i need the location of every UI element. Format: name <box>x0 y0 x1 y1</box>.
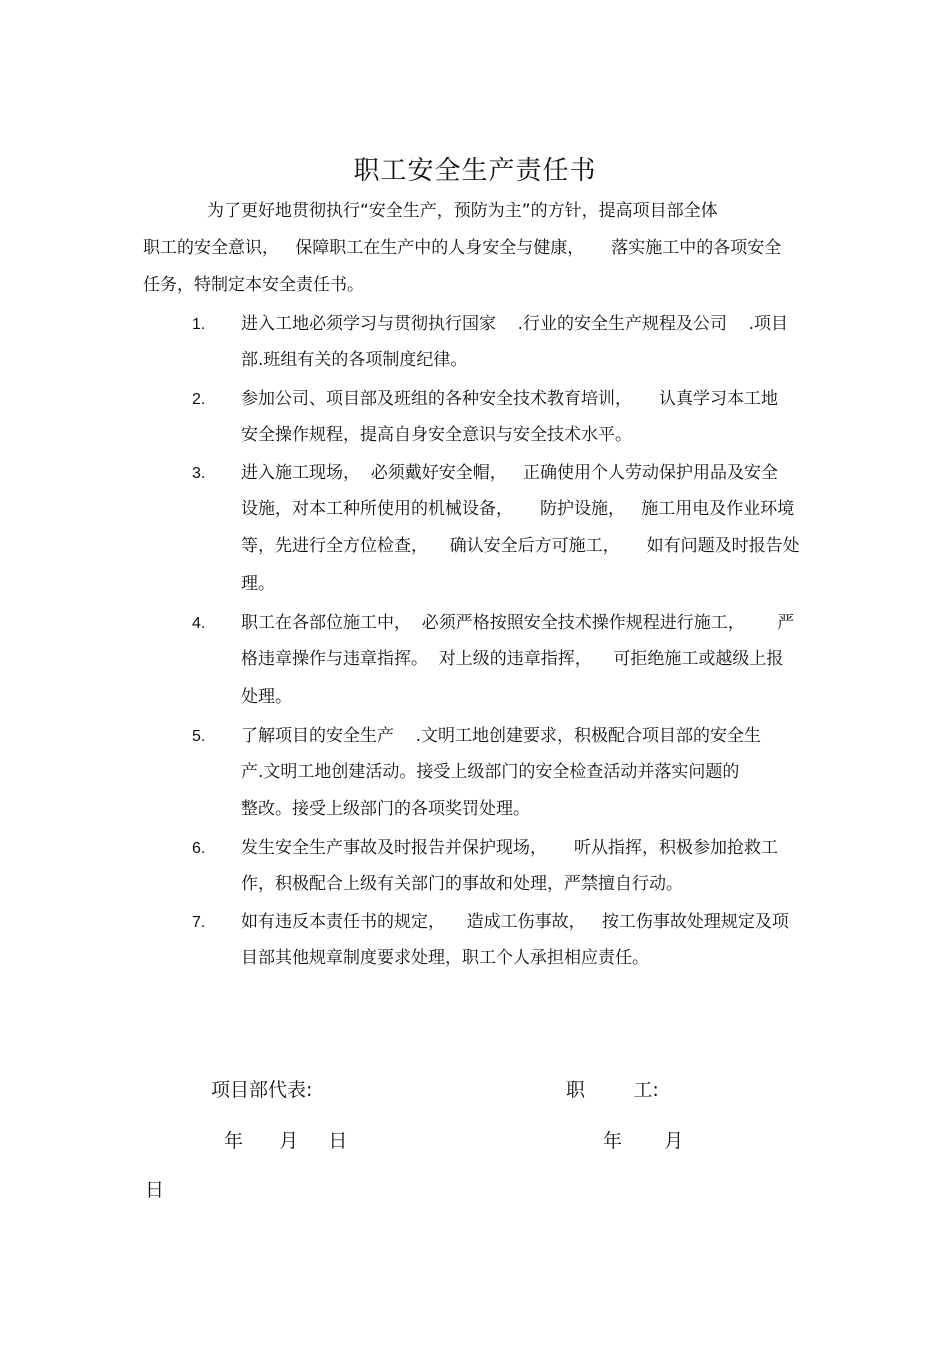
worker-date-day: 日 <box>145 1179 165 1201</box>
item-number: 3. <box>192 465 206 482</box>
item-line: 作，积极配合上级有关部门的事故和处理，严禁擅自行动。 <box>241 874 683 894</box>
item-line: 如有违反本责任书的规定， 造成工伤事故， 按工伤事故处理规定及项 <box>241 912 789 932</box>
rep-date-line: 年 月 日 <box>224 1130 348 1152</box>
item-line: 产.文明工地创建活动。接受上级部门的安全检查活动并落实问题的 <box>241 762 740 782</box>
worker-date-line: 年 月 <box>603 1130 684 1152</box>
intro-line-1: 为了更好地贯彻执行“安全生产，预防为主”的方针，提高项目部全体 <box>207 201 718 221</box>
item-number: 7. <box>192 914 206 931</box>
item-line: 处理。 <box>241 687 292 707</box>
item-line: 了解项目的安全生产 .文明工地创建要求，积极配合项目部的安全生 <box>241 726 762 746</box>
item-line: 设施，对本工种所使用的机械设备， 防护设施， 施工用电及作业环境 <box>241 499 795 519</box>
item-line: 目部其他规章制度要求处理，职工个人承担相应责任。 <box>241 948 649 968</box>
item-number: 6. <box>192 840 206 857</box>
item-line: 等，先进行全方位检查， 确认安全后方可施工， 如有问题及时报告处 <box>241 536 800 556</box>
project-rep-label: 项目部代表: <box>211 1079 313 1101</box>
item-line: 部.班组有关的各项制度纪律。 <box>241 350 468 370</box>
worker-label: 职 工: <box>566 1079 659 1101</box>
item-number: 5. <box>192 728 206 745</box>
item-number: 4. <box>192 615 206 632</box>
item-line: 职工在各部位施工中， 必须严格按照安全技术操作规程进行施工， 严 <box>241 613 795 633</box>
item-line: 理。 <box>241 574 275 594</box>
item-number: 2. <box>192 391 206 408</box>
item-line: 发生安全生产事故及时报告并保护现场， 听从指挥，积极参加抢救工 <box>241 838 779 858</box>
item-line: 进入施工现场， 必须戴好安全帽， 正确使用个人劳动保护用品及安全 <box>241 463 779 483</box>
item-line: 安全操作规程，提高自身安全意识与安全技术水平。 <box>241 425 632 445</box>
item-number: 1. <box>192 316 206 333</box>
document-title: 职工安全生产责任书 <box>353 156 597 186</box>
item-line: 参加公司、项目部及班组的各种安全技术教育培训， 认真学习本工地 <box>241 389 779 409</box>
item-line: 格违章操作与违章指挥。 对上级的违章指挥， 可拒绝施工或越级上报 <box>241 649 784 669</box>
item-line: 整改。接受上级部门的各项奖罚处理。 <box>241 799 530 819</box>
intro-line-2: 职工的安全意识， 保障职工在生产中的人身安全与健康， 落实施工中的各项安全 <box>143 238 782 258</box>
item-line: 进入工地必须学习与贯彻执行国家 .行业的安全生产规程及公司 .项目 <box>241 314 789 334</box>
intro-line-3: 任务，特制定本安全责任书。 <box>143 275 364 295</box>
